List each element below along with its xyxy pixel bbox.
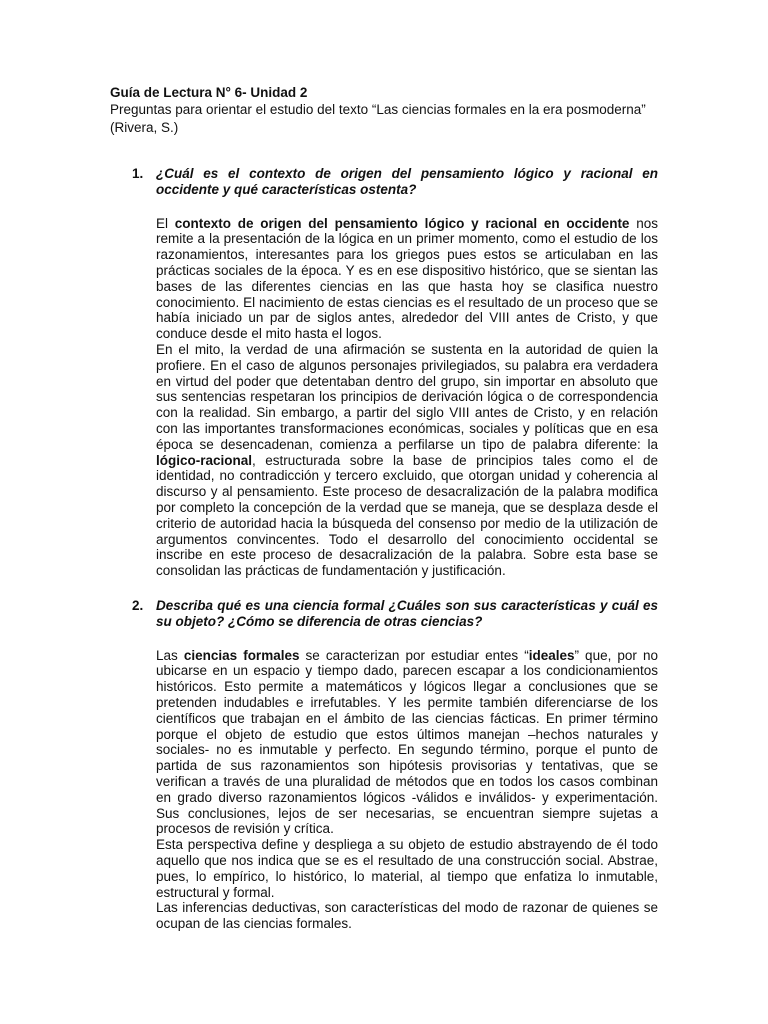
question-1 <box>132 166 658 198</box>
question-2-section <box>132 598 658 932</box>
answer-paragraph <box>156 648 658 838</box>
question-1-section <box>132 166 658 579</box>
text-run: En el mito, la verdad de una afirmación se sustenta en la autoridad de quien la profiere. En el caso de algunos personajes privilegiados, su palabra era verdadera en virtud del poder que detentaban dentro del grupo, sin importar en absoluto que sus sentencias respetaran los principios de derivación lógica o de correspondencia con la realidad. Sin embargo, a partir del siglo VIII antes de Cristo, y en relación con las importantes transformaciones económicas, sociales y políticas que en esa época se desencadenan, comienza a perfilarse un tipo de palabra diferente: la <box>156 341 658 452</box>
question-text: ¿Cuál es el contexto de origen del pensamiento lógico y racional en occidente y qué características ostenta? <box>156 166 658 197</box>
bold-text: contexto de origen del pensamiento lógico y racional en occidente <box>174 215 630 231</box>
text-run: Las <box>156 647 184 663</box>
question-number: 1. <box>132 166 144 181</box>
answer-paragraph <box>156 900 658 932</box>
text-run: El <box>156 215 175 231</box>
text-run: Las inferencias deductivas, son características del modo de razonar de quienes se ocupan de las ciencias formales. <box>156 900 658 932</box>
question-text: Describa qué es una ciencia formal ¿Cuáles son sus características y cuál es su objeto? ¿Cómo se diferencia de otras ciencias? <box>156 598 658 629</box>
text-run: Esta perspectiva define y despliega a su objeto de estudio abstrayendo de él todo aquello que nos indica que se es el resultado de una construcción social. Abstrae, pues, lo empírico, lo histórico, lo material, al tiempo que enfatiza lo inmutable, estructural y formal. <box>156 837 658 900</box>
answer-2 <box>156 648 658 932</box>
bold-text: ideales <box>528 647 575 663</box>
bold-text: lógico-racional <box>156 452 253 468</box>
text-run: , estructurada sobre la base de principios tales como el de identidad, no contradicción y tercero excluido, que otorgan unidad y coherencia al discurso y al pensamiento. Este proceso de desacralización de la palabra modifica por completo la concepción de la verdad que se maneja, que se desplaza desde el criterio de autoridad hacia la búsqueda del consenso por medio de la utilización de argumentos convincentes. Todo el desarrollo del conocimiento occidental se inscribe en este proceso de desacralización de la palabra. Sobre esta base se consolidan las prácticas de fundamentación y justificación. <box>156 452 658 579</box>
text-run: se caracterizan por estudiar entes “ <box>299 647 529 663</box>
answer-paragraph <box>156 216 658 342</box>
answer-paragraph <box>156 837 658 900</box>
text-run: nos remite a la presentación de la lógica en un primer momento, como el estudio de los razonamientos, interesantes para los griegos pues estos se articulaban en las prácticas sociales de la época. Y es en ese dispositivo histórico, que se sientan las bases de las diferentes ciencias en las que hasta hoy se clasifica nuestro conocimiento. El nacimiento de estas ciencias es el resultado de un proceso que se había iniciado un par de siglos antes, alrededor del VIII antes de Cristo, y que conduce desde el mito hasta el logos. <box>156 215 658 342</box>
answer-1 <box>156 216 658 579</box>
question-2 <box>132 598 658 630</box>
bold-text: ciencias formales <box>183 647 300 663</box>
document-title: Guía de Lectura N° 6- Unidad 2 <box>110 85 308 100</box>
text-run: ” que, por no ubicarse en un espacio y tiempo dado, parecen escapar a los condicionamientos históricos. Esto permite a matemáticos y lógicos llegar a conclusiones que se pretenden indudables e irrefutables. Y les permite también diferenciarse de los científicos que trabajan en el ámbito de las ciencias fácticas. En primer término porque el objeto de estudio que estos últimos manejan –hechos naturales y sociales- no es inmutable y perfecto. En segundo término, porque el punto de partida de sus razonamientos son hipótesis provisorias y tentativas, que se verifican a través de una pluralidad de métodos que en todos los casos combinan en grado diverso razonamientos lógicos -válidos e inválidos- y experimentación. Sus conclusiones, lejos de ser necesarias, se encuentran siempre sujetas a procesos de revisión y crítica. <box>156 647 658 837</box>
document-subtitle: Preguntas para orientar el estudio del texto “Las ciencias formales en la era posmoderna” (Rivera, S.) <box>110 102 646 135</box>
answer-paragraph <box>156 342 658 579</box>
document-header <box>110 84 670 137</box>
question-number: 2. <box>132 598 144 613</box>
